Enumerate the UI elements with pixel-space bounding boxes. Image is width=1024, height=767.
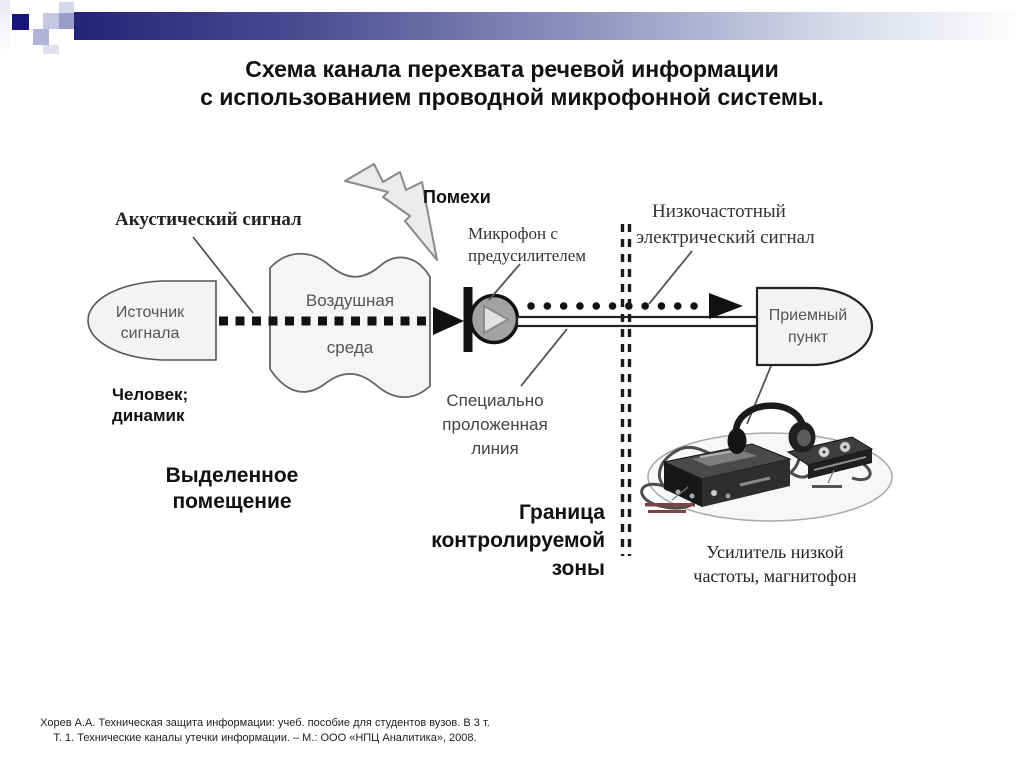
- signal-source-text: [96, 302, 204, 344]
- laid-line-line-3: линия: [471, 439, 519, 458]
- human-speaker-line-1: Человек;: [112, 385, 189, 404]
- controlled-zone-line-1: Граница: [518, 501, 605, 524]
- dedicated-room-line-1: Выделенное: [165, 464, 299, 487]
- citation-line-1: Хорев А.А. Техническая защита информации: учеб. пособие для студентов вузов. В 3 т.: [40, 717, 490, 729]
- laid-line-line-2: проложенная: [442, 415, 548, 434]
- interference-label: Помехи: [423, 187, 491, 207]
- citation-line-2: Т. 1. Технические каналы утечки информации. – М.: ООО «НПЦ Аналитика», 2008.: [53, 732, 477, 744]
- equipment-caption: [660, 540, 890, 588]
- air-medium-line-1: Воздушная: [305, 291, 395, 310]
- pointer-laid-line: [521, 329, 567, 386]
- controlled-zone-line-3: зоны: [551, 557, 605, 580]
- air-medium-text: [283, 291, 417, 358]
- microphone-label-line-1: Микрофон с: [468, 224, 558, 243]
- receiver-line-2: пункт: [787, 329, 828, 346]
- air-medium-line-2: среда: [326, 338, 374, 357]
- signal-source-line-1: Источник: [115, 304, 185, 321]
- slide-title-line-1: Схема канала перехвата речевой информации: [245, 56, 779, 82]
- lowfreq-label-line-1: Низкочастотный: [652, 201, 786, 222]
- dedicated-room-label: [148, 463, 316, 515]
- controlled-zone-border-line: [623, 224, 630, 556]
- signal-source-line-2: сигнала: [120, 325, 180, 342]
- pointer-receiver-to-equipment: [747, 366, 771, 424]
- lightning-bolt-icon: [345, 164, 437, 260]
- human-speaker-line-2: динамик: [112, 406, 185, 425]
- pointer-microphone: [489, 264, 520, 300]
- acoustic-arrowhead-icon: [433, 307, 464, 335]
- microphone-label: [468, 223, 586, 267]
- controlled-zone-label: [405, 499, 605, 583]
- human-speaker-label: [112, 384, 188, 426]
- electrical-arrowhead-icon: [709, 293, 743, 319]
- lowfreq-signal-label: [636, 199, 815, 251]
- laid-wire-line: [517, 317, 757, 326]
- lowfreq-label-line-2: электрический сигнал: [636, 227, 815, 248]
- controlled-zone-line-2: контролируемой: [431, 529, 605, 552]
- laid-line-line-1: Специально: [446, 391, 544, 410]
- equipment-illustration: [642, 406, 892, 521]
- equipment-caption-line-1: Усилитель низкой: [706, 542, 844, 562]
- receiver-line-1: Приемный: [768, 307, 848, 324]
- pointer-lowfreq-signal: [649, 251, 692, 304]
- acoustic-signal-label: Акустический сигнал: [115, 209, 302, 230]
- equipment-caption-line-2: частоты, магнитофон: [693, 566, 857, 586]
- receiver-text: [762, 305, 854, 349]
- microphone-label-line-2: предусилителем: [468, 246, 587, 265]
- dedicated-room-line-2: помещение: [172, 490, 292, 513]
- laid-line-label: [425, 389, 565, 461]
- slide-title-line-2: с использованием проводной микрофонной системы.: [200, 84, 824, 110]
